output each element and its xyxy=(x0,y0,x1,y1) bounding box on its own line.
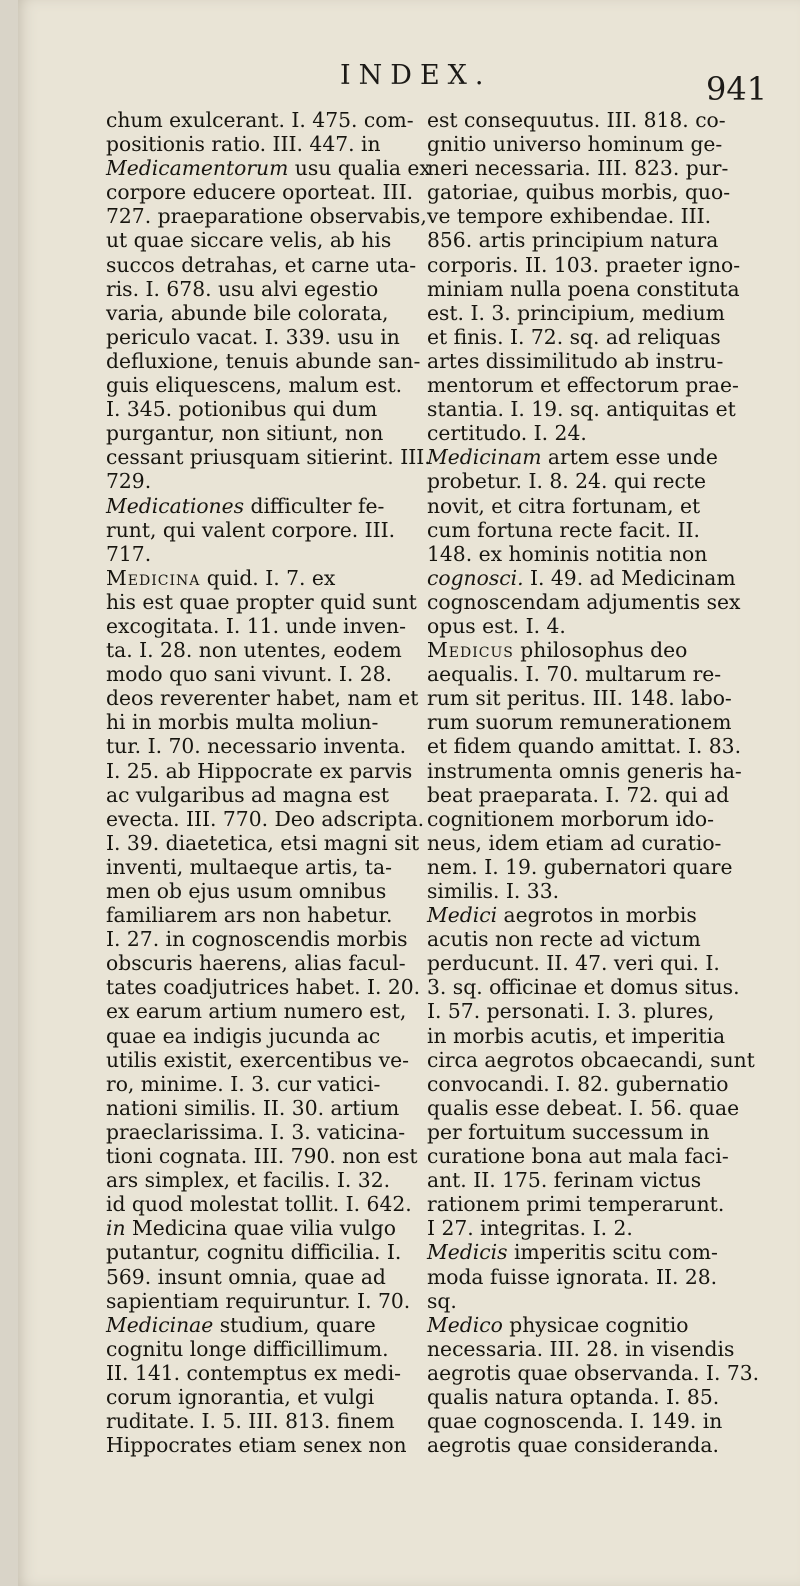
index-line: chum exulcerant. I. 475. com- xyxy=(106,108,414,132)
index-line: tioni cognata. III. 790. non est xyxy=(106,1144,418,1169)
index-headword: Medico xyxy=(427,1312,503,1337)
index-line: Medicus philosophus deo xyxy=(427,638,688,663)
index-line: est. I. 3. principium, medium xyxy=(427,300,725,325)
index-line: I 27. integritas. I. 2. xyxy=(427,1216,633,1241)
index-line: ruditate. I. 5. III. 813. finem xyxy=(106,1409,395,1434)
index-line: Medicamentorum usu qualia ex xyxy=(106,156,431,181)
index-line: ve tempore exhibendae. III. xyxy=(427,204,712,229)
index-line: in Medicina quae vilia vulgo xyxy=(106,1216,396,1241)
index-line: purgantur, non sitiunt, non xyxy=(106,421,384,446)
index-line: 729. xyxy=(106,469,152,494)
index-line: inventi, multaeque artis, ta- xyxy=(106,854,392,879)
index-line: 3. sq. officinae et domus situs. xyxy=(427,975,740,1000)
index-line: certitudo. I. 24. xyxy=(427,421,587,446)
index-column-left xyxy=(106,108,431,1458)
index-line: hi in morbis multa moliun- xyxy=(106,710,379,735)
index-line: curatione bona aut mala faci- xyxy=(427,1144,729,1169)
index-line: ta. I. 28. non utentes, eodem xyxy=(106,638,402,663)
index-headword: Medici xyxy=(427,903,498,928)
index-line: moda fuisse ignorata. II. 28. xyxy=(427,1264,718,1289)
index-line: Hippocrates etiam senex non xyxy=(106,1433,407,1458)
index-line: neus, idem etiam ad curatio- xyxy=(427,830,722,855)
index-line: cum fortuna recte facit. II. xyxy=(427,517,700,542)
index-line: praeclarissima. I. 3. vaticina- xyxy=(106,1119,406,1144)
index-line: neri necessaria. III. 823. pur- xyxy=(427,156,729,181)
index-line: excogitata. I. 11. unde inven- xyxy=(106,613,406,638)
index-headword: Medicis xyxy=(427,1240,508,1265)
index-line: necessaria. III. 28. in visendis xyxy=(427,1336,735,1361)
index-line: cognoscendam adjumentis sex xyxy=(427,589,741,614)
index-line: ex earum artium numero est, xyxy=(106,999,407,1024)
index-line: stantia. I. 19. sq. antiquitas et xyxy=(427,397,736,422)
index-line: I. 25. ab Hippocrate ex parvis xyxy=(106,758,413,783)
index-headword: Medicationes xyxy=(106,493,245,518)
index-line: varia, abunde bile colorata, xyxy=(106,300,389,325)
index-line: ro, minime. I. 3. cur vatici- xyxy=(106,1071,381,1096)
index-line: Medici aegrotos in morbis xyxy=(427,903,697,928)
index-headword: in xyxy=(106,1216,126,1241)
running-head: INDEX. xyxy=(340,60,492,91)
index-line: cognosci. I. 49. ad Medicinam xyxy=(427,565,736,590)
index-line: runt, qui valent corpore. III. xyxy=(106,517,396,542)
index-line: cognitionem morborum ido- xyxy=(427,806,714,831)
index-line: et finis. I. 72. sq. ad reliquas xyxy=(427,324,721,349)
index-line: beat praeparata. I. 72. qui ad xyxy=(427,782,730,807)
index-line: periculo vacat. I. 339. usu in xyxy=(106,324,400,349)
index-line: tur. I. 70. necessario inventa. xyxy=(106,734,407,759)
index-line: acutis non recte ad victum xyxy=(427,927,701,952)
index-line: ant. II. 175. ferinam victus xyxy=(427,1168,702,1193)
index-line: Medicis imperitis scitu com- xyxy=(427,1240,718,1265)
index-line: gnitio universo hominum ge- xyxy=(427,132,723,157)
index-line: Medicinam artem esse unde xyxy=(427,445,718,470)
index-line: gatoriae, quibus morbis, quo- xyxy=(427,180,731,205)
index-column-right xyxy=(427,108,760,1458)
index-line: Medico physicae cognitio xyxy=(427,1312,689,1337)
index-line: convocandi. I. 82. gubernatio xyxy=(427,1071,729,1096)
index-line: cessant priusquam sitierint. III. xyxy=(106,445,431,470)
index-line: II. 141. contemptus ex medi- xyxy=(106,1360,402,1385)
index-headword: Medicinae xyxy=(106,1312,214,1337)
index-line: 856. artis principium natura xyxy=(427,228,719,253)
index-line: qualis esse debeat. I. 56. quae xyxy=(427,1095,740,1120)
index-line: id quod molestat tollit. I. 642. xyxy=(106,1192,412,1217)
index-line: nem. I. 19. gubernatori quare xyxy=(427,854,733,879)
index-line: 569. insunt omnia, quae ad xyxy=(106,1264,386,1289)
index-headword: Medicamentorum xyxy=(106,156,289,181)
index-line: Medicationes difficulter fe- xyxy=(106,493,385,518)
index-line: et fidem quando amittat. I. 83. xyxy=(427,734,742,759)
index-line: Medicina quid. I. 7. ex xyxy=(106,565,336,590)
index-line: opus est. I. 4. xyxy=(427,613,566,638)
index-line: his est quae propter quid sunt xyxy=(106,589,417,614)
index-line: rationem primi temperarunt. xyxy=(427,1192,725,1217)
index-line: novit, et citra fortunam, et xyxy=(427,493,701,518)
index-line: artes dissimilitudo ab instru- xyxy=(427,348,724,373)
index-line: corpore educere oporteat. III. xyxy=(106,180,414,205)
index-line: probetur. I. 8. 24. qui recte xyxy=(427,469,707,494)
index-line: qualis natura optanda. I. 85. xyxy=(427,1384,720,1409)
index-line: cognitu longe difficillimum. xyxy=(106,1336,389,1361)
index-line: mentorum et effectorum prae- xyxy=(427,373,739,398)
index-line: I. 345. potionibus qui dum xyxy=(106,397,378,422)
index-line: ac vulgaribus ad magna est xyxy=(106,782,390,807)
index-line: quae cognoscenda. I. 149. in xyxy=(427,1409,723,1434)
index-headword: Medicina xyxy=(106,565,201,590)
index-line: corporis. II. 103. praeter igno- xyxy=(427,252,741,277)
index-line: sq. xyxy=(427,1288,457,1313)
index-line: similis. I. 33. xyxy=(427,879,560,903)
index-line: I. 27. in cognoscendis morbis xyxy=(106,927,408,952)
index-line: corum ignorantia, et vulgi xyxy=(106,1384,375,1409)
index-line: utilis existit, exercentibus ve- xyxy=(106,1047,409,1072)
index-line: miniam nulla poena constituta xyxy=(427,276,740,301)
index-line: est consequutus. III. 818. co- xyxy=(427,108,726,132)
index-line: guis eliquescens, malum est. xyxy=(106,373,403,398)
index-headword: Medicus xyxy=(427,638,514,663)
index-line: ut quae siccare velis, ab his xyxy=(106,228,392,253)
index-line: sapientiam requiruntur. I. 70. xyxy=(106,1288,411,1313)
index-line: 148. ex hominis notitia non xyxy=(427,541,708,566)
index-line: Medicinae studium, quare xyxy=(106,1312,376,1337)
index-line: aegrotis quae consideranda. xyxy=(427,1433,719,1458)
index-headword: Medicinam xyxy=(427,445,542,470)
index-line: circa aegrotos obcaecandi, sunt xyxy=(427,1047,755,1072)
index-line: positionis ratio. III. 447. in xyxy=(106,132,381,157)
index-line: succos detrahas, et carne uta- xyxy=(106,252,417,277)
index-line: aequalis. I. 70. multarum re- xyxy=(427,662,722,687)
index-line: obscuris haerens, alias facul- xyxy=(106,951,406,976)
index-line: I. 39. diaetetica, etsi magni sit xyxy=(106,830,420,855)
index-line: quae ea indigis jucunda ac xyxy=(106,1023,381,1048)
index-line: evecta. III. 770. Deo adscripta. xyxy=(106,806,425,831)
index-line: in morbis acutis, et imperitia xyxy=(427,1023,726,1048)
book-page xyxy=(18,0,800,1586)
index-line: I. 57. personati. I. 3. plures, xyxy=(427,999,715,1024)
index-line: perducunt. II. 47. veri qui. I. xyxy=(427,951,720,976)
index-line: per fortuitum successum in xyxy=(427,1119,710,1144)
index-line: rum sit peritus. III. 148. labo- xyxy=(427,686,732,711)
index-line: 727. praeparatione observabis, xyxy=(106,204,427,229)
index-line: defluxione, tenuis abunde san- xyxy=(106,348,421,373)
index-line: deos reverenter habet, nam et xyxy=(106,686,419,711)
index-line: modo quo sani vivunt. I. 28. xyxy=(106,662,393,687)
index-line: familiarem ars non habetur. xyxy=(106,903,393,928)
index-line: 717. xyxy=(106,541,152,566)
index-line: ris. I. 678. usu alvi egestio xyxy=(106,276,379,301)
page-number: 941 xyxy=(706,70,768,108)
index-line: ars simplex, et facilis. I. 32. xyxy=(106,1168,391,1193)
index-line: instrumenta omnis generis ha- xyxy=(427,758,742,783)
index-line: nationi similis. II. 30. artium xyxy=(106,1095,400,1120)
index-line: putantur, cognitu difficilia. I. xyxy=(106,1240,402,1265)
index-headword: cognosci. xyxy=(427,565,524,590)
index-line: rum suorum remunerationem xyxy=(427,710,732,735)
index-line: men ob ejus usum omnibus xyxy=(106,879,387,903)
index-line: aegrotis quae observanda. I. 73. xyxy=(427,1360,760,1385)
index-line: tates coadjutrices habet. I. 20. xyxy=(106,975,421,1000)
